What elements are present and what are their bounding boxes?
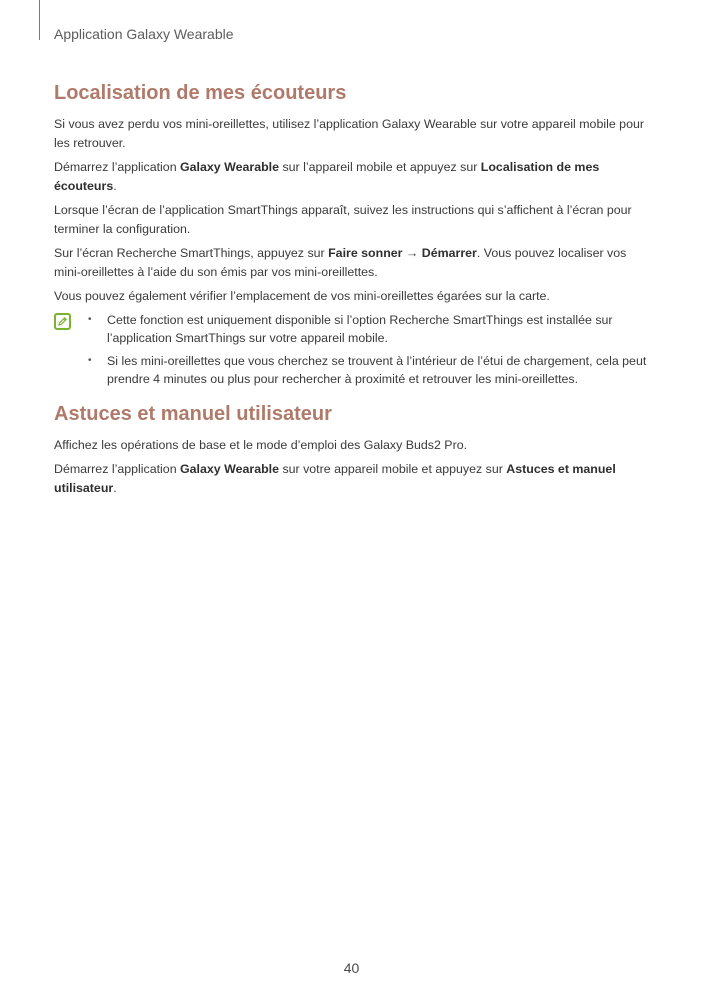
note-item: • Cette fonction est uniquement disponible si l’option Recherche SmartThings est installée sur l’application SmartThings sur votre appareil mobile. [88,311,654,347]
note-list [54,311,654,388]
note-pencil-icon [54,313,71,330]
section-find-earbuds [54,82,654,393]
paragraph: Lorsque l’écran de l’application SmartThings apparaît, suivez les instructions qui s’affichent à l’écran pour terminer la configuration. [54,203,632,236]
page-edge-line [39,0,40,40]
section-tips-manual [54,403,654,503]
paragraph: Démarrez l’application Galaxy Wearable sur l’appareil mobile et appuyez sur Localisation de mes écouteurs. [54,160,600,193]
paragraph: Affichez les opérations de base et le mode d’emploi des Galaxy Buds2 Pro. [54,438,468,452]
paragraph: Vous pouvez également vérifier l’emplacement de vos mini-oreillettes égarées sur la carte. [54,289,550,303]
note-block [54,311,654,388]
paragraph: Démarrez l’application Galaxy Wearable sur votre appareil mobile et appuyez sur Astuces et manuel utilisateur. [54,462,616,495]
paragraph: Sur l’écran Recherche SmartThings, appuyez sur Faire sonner → Démarrer. Vous pouvez localiser vos mini-oreillettes à l’aide du son émis par vos mini-oreillettes. [54,246,627,279]
page-number: 40 [343,960,360,976]
note-item: • Si les mini-oreillettes que vous cherchez se trouvent à l’intérieur de l’étui de chargement, cela peut prendre 4 minutes ou plus pour rechercher à proximité et retrouver les mini-oreillettes. [88,352,654,388]
paragraph: Si vous avez perdu vos mini-oreillettes, utilisez l’application Galaxy Wearable sur votre appareil mobile pour les retrouver. [54,117,644,150]
page-header: Application Galaxy Wearable [54,26,234,42]
section-heading: Localisation de mes écouteurs [54,82,347,104]
section-heading: Astuces et manuel utilisateur [54,403,332,425]
